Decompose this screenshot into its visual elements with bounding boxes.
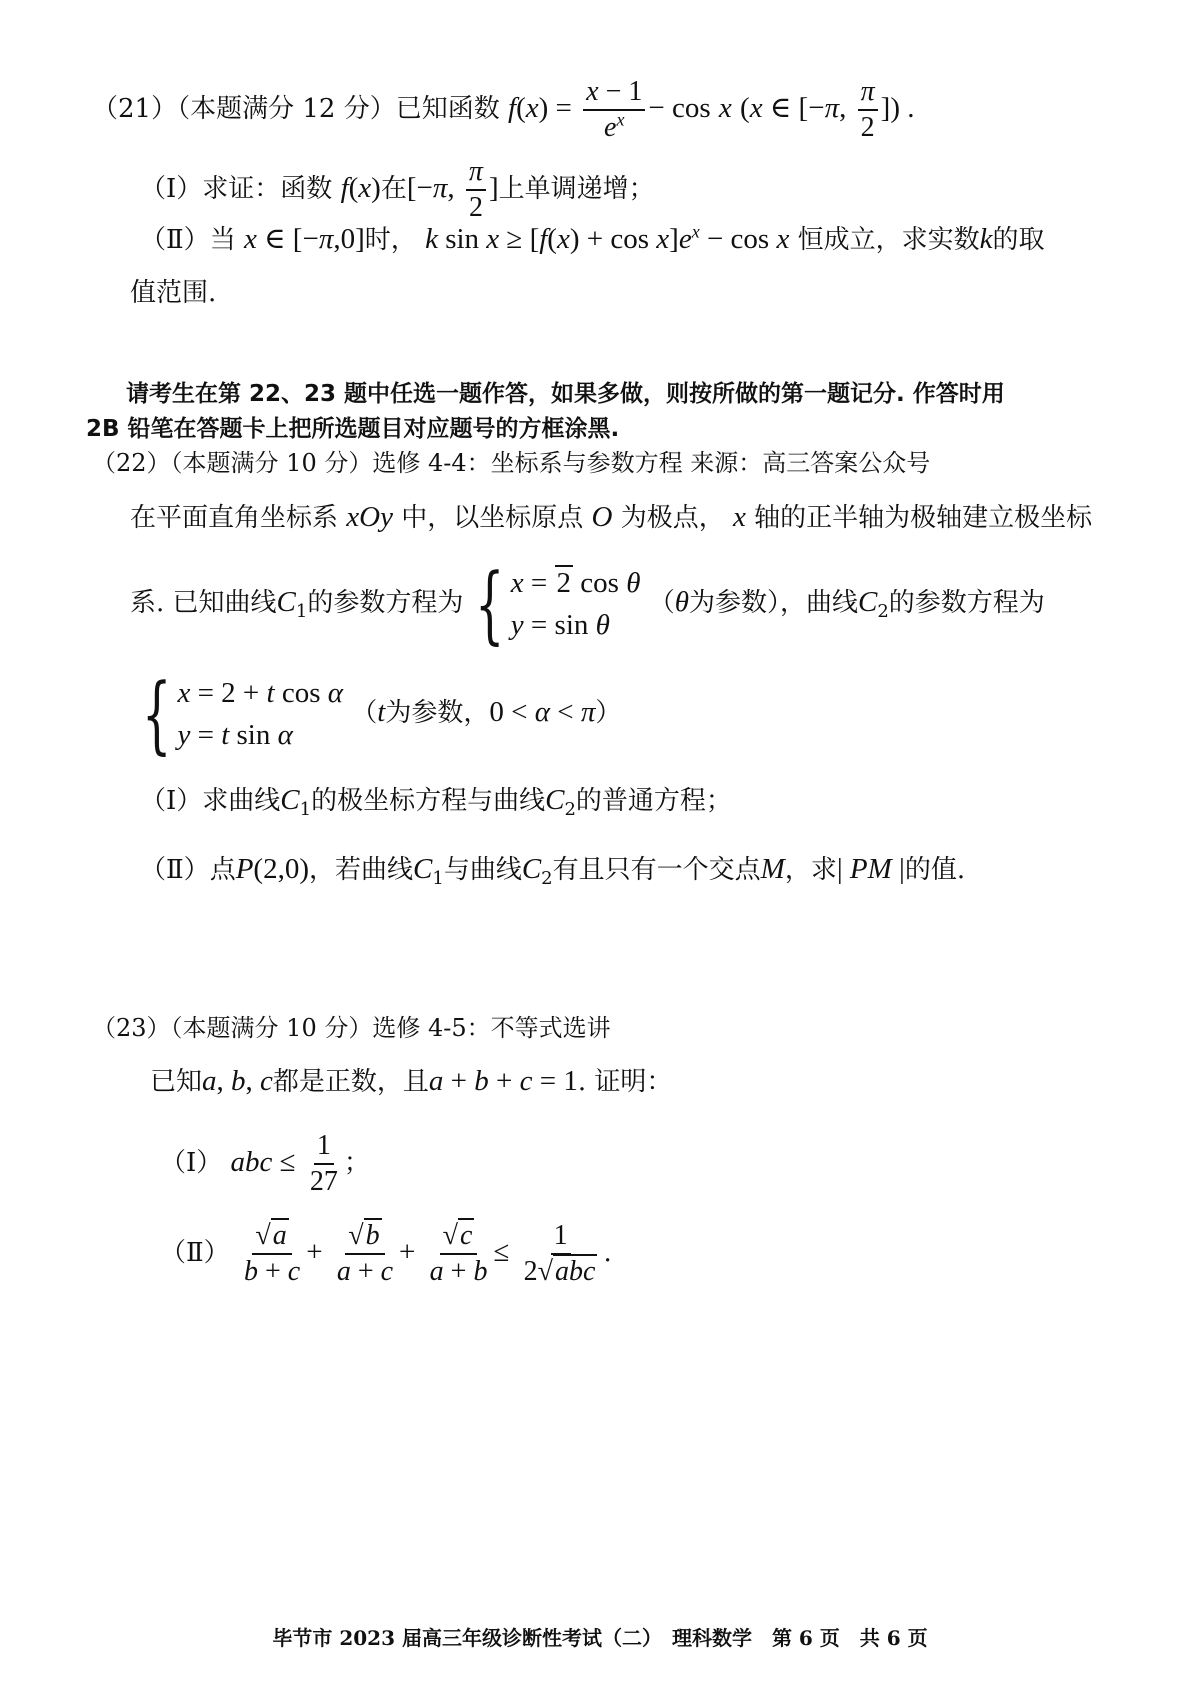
q23-part1: （Ⅰ） abc ≤ $\frac{1}{27}$ ； — [160, 1130, 370, 1197]
fraction: $\frac{1}{27}$ — [309, 1130, 338, 1197]
q22-part1: （Ⅰ）求曲线$C_1$的极坐标方程与曲线$C_2$的普通方程； — [140, 784, 732, 821]
q23-part2: （Ⅱ） $\frac{√a}{b + c}$ + $\frac{√b}{a + c}$ + $\frac{√c}{a + b}$ ≤ $\frac{1}{\text{2√abc}}$ . — [160, 1220, 612, 1287]
q22-line3: { x = 2 + t cos α y = t sin α （t为参数，0 < α < π） — [142, 665, 622, 763]
points-note: （本题满分 10 分） — [170, 1014, 373, 1042]
points-note: （本题满分 10 分） — [170, 449, 373, 477]
source-note: 来源：高三答案公众号 — [690, 449, 931, 477]
q21-part2-cont: 值范围. — [130, 278, 217, 308]
q21-stem: （21）（本题满分 12 分）已知函数 f(x) = $\frac{x - 1}{e^x}$ − cos x (x ∈ [−π, $\frac{\pi}{2}$ ]) . — [92, 76, 915, 143]
page-footer: 毕节市 2023 届高三年级诊断性考试（二） 理科数学 第 6 页 共 6 页 — [272, 1626, 928, 1650]
question-number: （23） — [92, 1014, 171, 1042]
instruction-line-2: 2B 铅笔在答题卡上把所选题目对应题号的方框涂黑. — [86, 416, 620, 442]
equation-system: x = 2 cos θ y = sin θ — [510, 567, 641, 641]
question-number: （22） — [92, 449, 171, 477]
formula: f — [508, 92, 517, 124]
q23-stem: （23）（本题满分 10 分）选修 4-5：不等式选讲 — [92, 1014, 611, 1042]
q21-part2: （Ⅱ）当 x ∈ [−π,0]时， k $\sin x \ge [f(x) + \cos x]e^x - \cos x$ 恒成立，求实数k的取 — [140, 221, 1045, 255]
points-note: （本题满分 12 分） — [177, 94, 396, 124]
q21-part1: （Ⅰ）求证：函数 f(x)在[−π, $\frac{\pi}{2}$ ]上单调递增； — [140, 156, 655, 223]
q22-stem: （22）（本题满分 10 分）选修 4-4：坐标系与参数方程 来源：高三答案公众号 — [92, 449, 931, 477]
equation-system: x = 2 + t cos α y = t sin α — [177, 677, 344, 751]
q22-intro: 在平面直角坐标系 xOy 中，以坐标原点 O 为极点， x 轴的正半轴为极轴建立极坐标 — [130, 501, 1093, 533]
q22-part2: （Ⅱ）点P(2,0)，若曲线$C_1$与曲线$C_2$有且只有一个交点M，求| PM |的值. — [140, 853, 966, 890]
brace: { — [475, 555, 505, 653]
fraction: $\frac{x - 1}{e^x}$ — [583, 78, 645, 142]
instruction-line-1: 请考生在第 22、23 题中任选一题作答，如果多做，则按所做的第一题记分. 作答时用 — [126, 381, 1005, 407]
q22-line2: 系. 已知曲线$C_1$的参数方程为 { x = 2 cos θ y = sin θ （θ为参数），曲线$C_2$的参数方程为 — [130, 555, 1045, 653]
question-number: （21） — [92, 94, 178, 124]
brace: { — [142, 665, 172, 763]
q23-intro: 已知a, b, c都是正数，且a + b + c = 1. 证明： — [150, 1065, 673, 1097]
